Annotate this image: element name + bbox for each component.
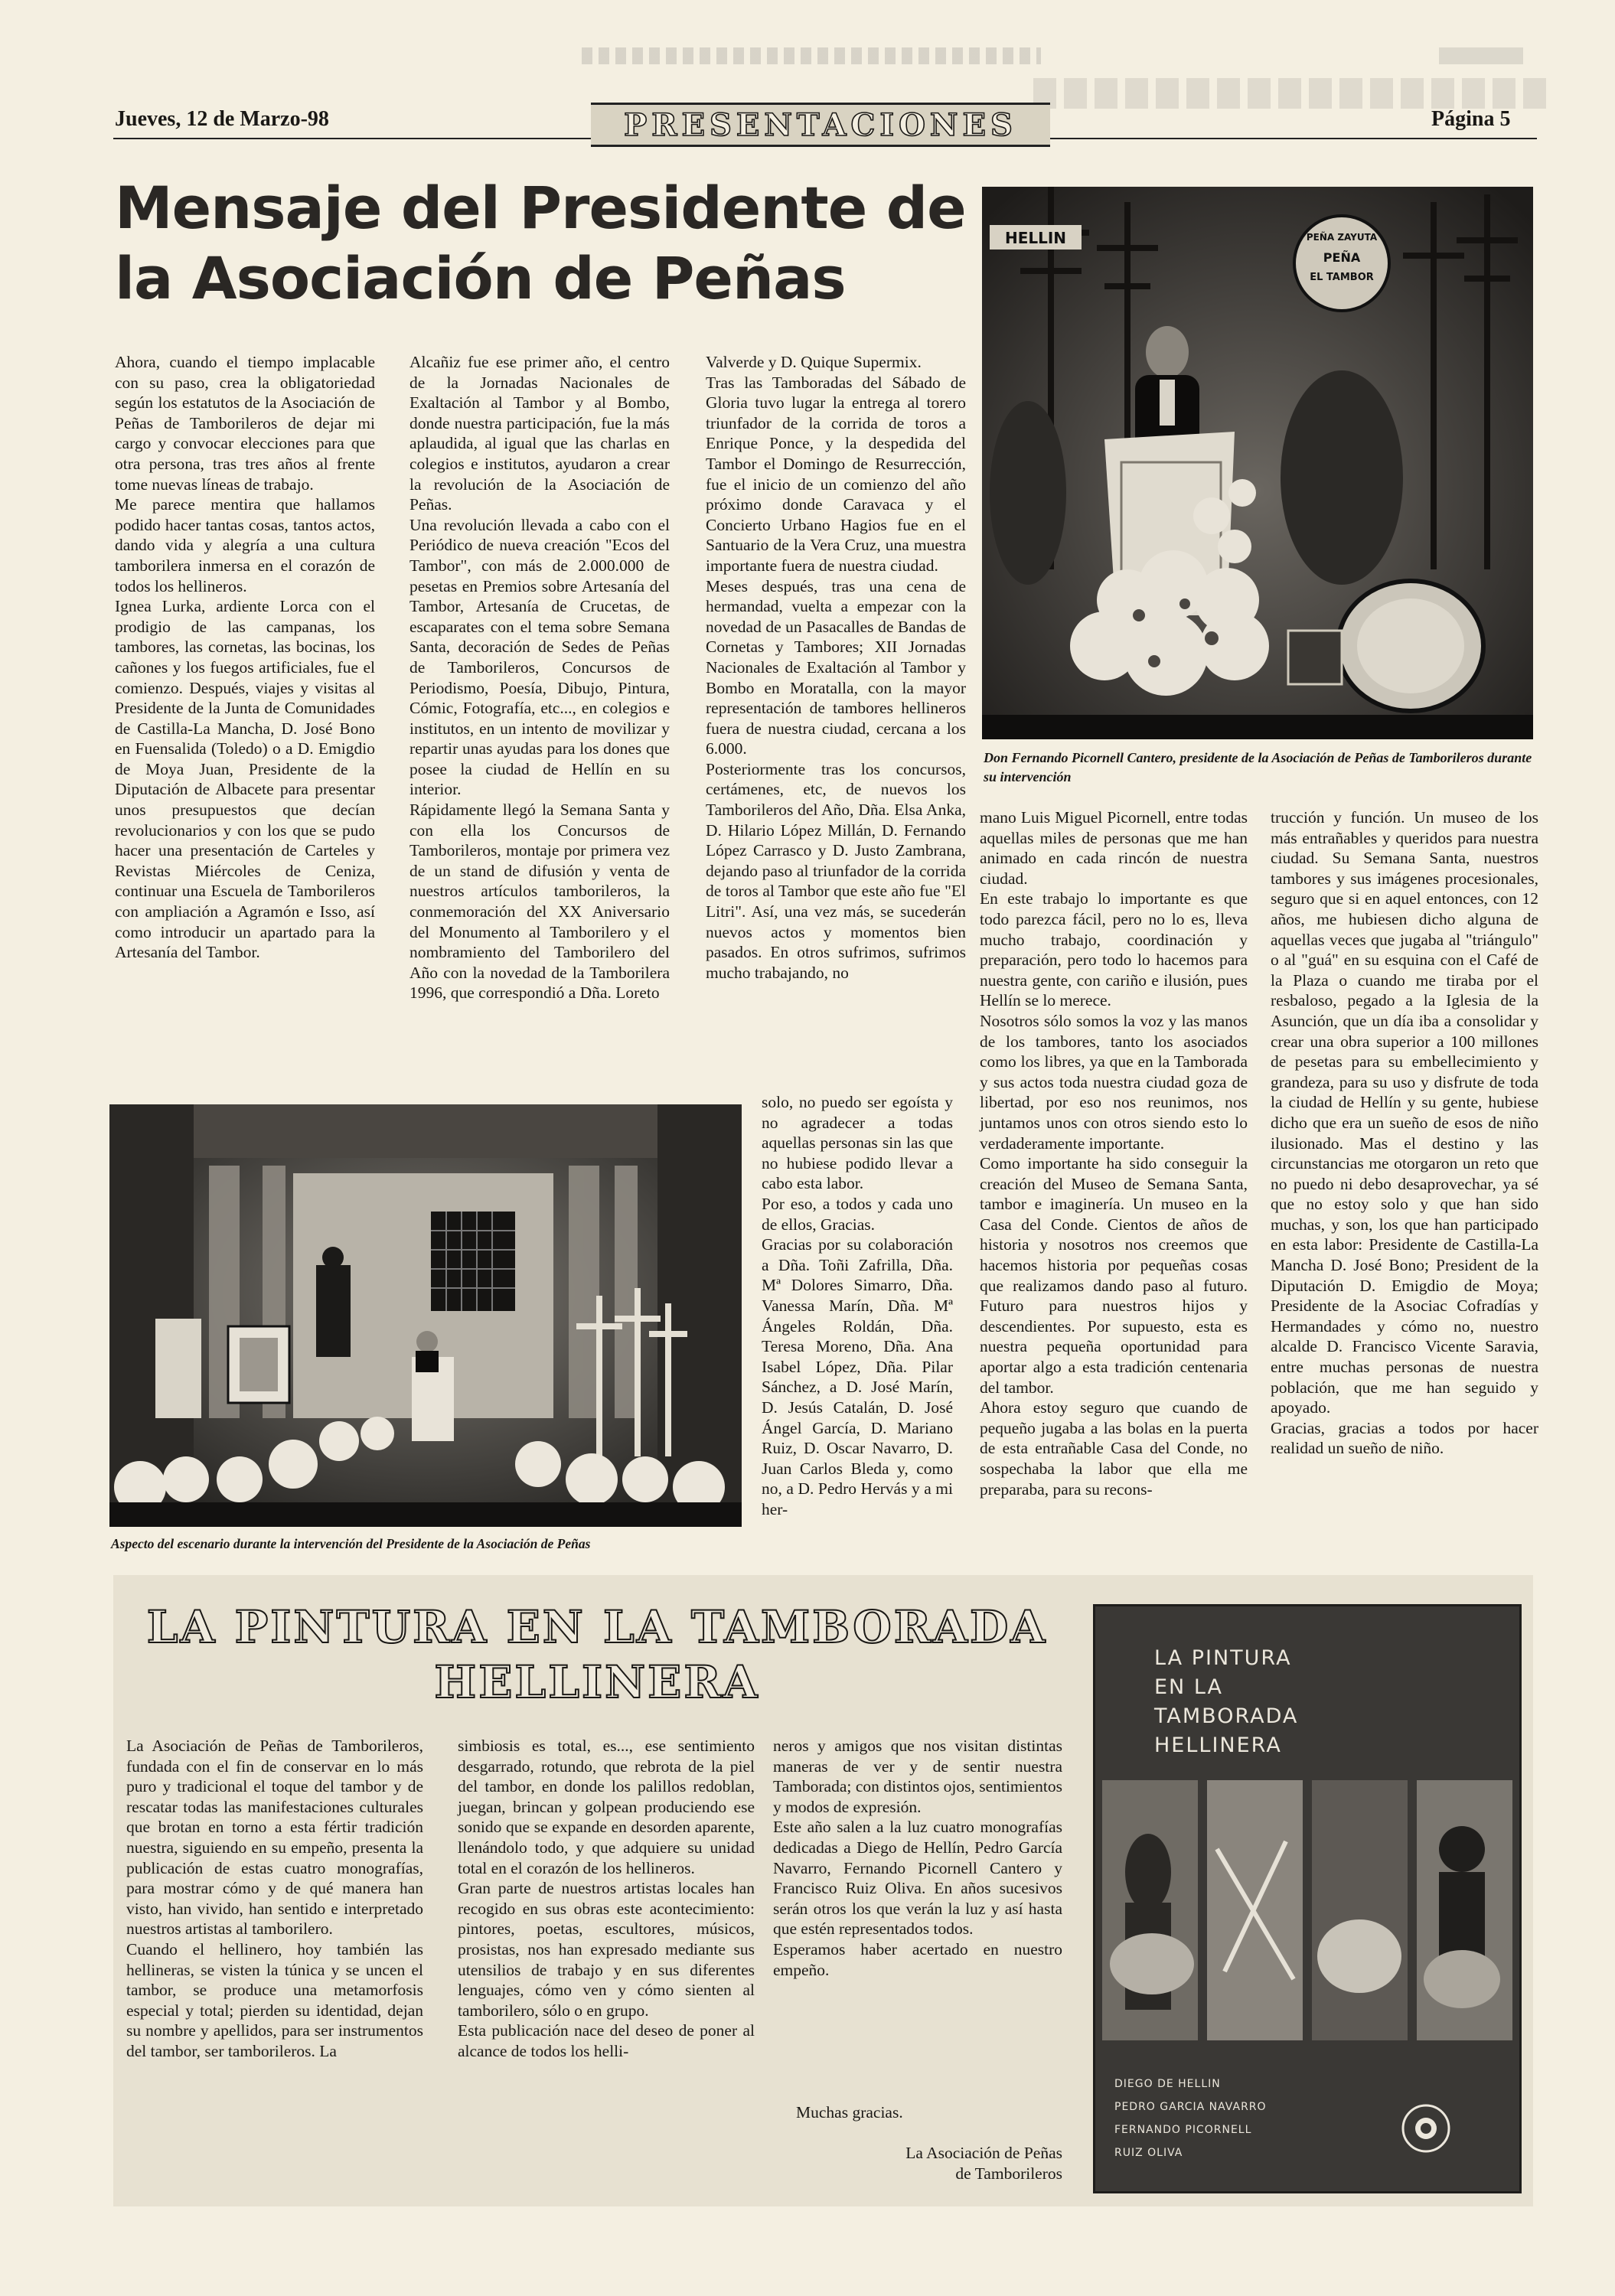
book-author-2: PEDRO GARCIA NAVARRO (1114, 2101, 1267, 2113)
book-title-line4: HELLINERA (1154, 1733, 1282, 1757)
box-column-2: simbiosis es total, es..., ese sentimiento desgarrado, rotundo, que rebrota de la piel del tambor, en donde los palillos redoblan, juegan, brincan y golpean produciendo ese sonido que se expande en desorden aparente, llenándolo todo, y que adquiere su unidad total en el corazón de los hellineros. Gran parte de nuestros artistas locales han recogido en sus obras este acontecimiento: pintores, poetas, escultores, músicos, prosistas, nos han expresado mediante sus utensilios de trabajo y en sus diferentes lenguajes, cómo ven y cómo sienten al tamborilero, sólo o en grupo. Esta publicación nace del deseo de poner al alcance de todos los helli- (458, 1737, 755, 2060)
bleed-through (1033, 78, 1554, 109)
book-authors (1114, 2073, 1267, 2164)
sign-pena: PEÑA (1323, 250, 1361, 265)
bleed-through (1439, 47, 1523, 64)
book-title-line2: EN LA (1154, 1675, 1223, 1699)
box-signature (773, 2143, 1062, 2183)
header-page: Página 5 (1431, 107, 1511, 131)
photo-stage-caption: Aspecto del escenario durante la intervención del Presidente de la Asociación de Peñas (111, 1536, 591, 1551)
sign-hellin: HELLIN (1004, 229, 1067, 247)
header-date: Jueves, 12 de Marzo-98 (115, 107, 329, 131)
box-title-line2: HELLINERA (434, 1656, 760, 1708)
sign-el-tambor: EL TAMBOR (1310, 272, 1374, 283)
box-signature-line1: La Asociación de Peñas (905, 2144, 1062, 2162)
book-title-line1: LA PINTURA (1154, 1646, 1292, 1670)
article-column-5: trucción y función. Un museo de los más entrañables y queridos para nuestra ciudad. Su Semana Santa, nuestros tambores y sus imágenes procesionales, seguro que si en aquel entonces, con 12 años, me hubiesen dicho alguna de aquellas veces que jugaba al "triángulo" o al "guá" en su esquina con el Café de la Plaza o cuando me tiraba por el resbaloso, pegado a la Iglesia de la Asunción, que un día iba a consolidar y crear una obra superior a 100 millones de pesetas para su embellecimiento y grandeza, para su uso y disfrute de toda la ciudad de Hellín y su gente, hubiese dicho que era un sueño de esos de niño ilusionado. Mas el destino y las circunstancias me otorgaron un reto que no puedo ni debo desaprovechar, ya sé que no estoy solo y que han sido muchas, y son, los que han participado en esta labor: Presidente de Castilla-La Mancha D. José Bono; President de la Diputación D. Emigdio de Moya; Presidente de la Asociac Cofradías y Hermandades y cómo no, nuestro alcalde D. Francisco Vicente Saravia, entre muchas personas de nuestra población, que me han seguido y apoyado. Gracias, gracias a todos por hacer realidad un sueño de niño. (1271, 808, 1538, 1458)
book-title-line3: TAMBORADA (1154, 1704, 1299, 1728)
bleed-through (582, 47, 1041, 64)
book-author-4: RUIZ OLIVA (1114, 2147, 1183, 2159)
article-column-2: Alcañiz fue ese primer año, el centro de la Jornadas Nacionales de Exaltación al Tambor y al Bombo, donde nuestra participación, fue la más aplaudida, al igual que las charlas en colegios e institutos, ayudaron a crear la revolución de la Asociación de Peñas. Una revolución llevada a cabo con el Periódico de nueva creación "Ecos del Tambor", con más de 2.000.000 de pesetas en Premios sobre Artesanía del Tambor, Artesanía de Crucetas, de escaparates con el tema sobre Semana Santa, decoración de Sedes de Peñas de Tamborileros, Concursos de Periodismo, Poesía, Dibujo, Pintura, Cómic, Fotografía, etc..., en colegios e institutos, en un intento de movilizar y repartir unas ayudas para los dones que posee la ciudad de Hellín en su interior. Rápidamente llegó la Semana Santa y con ella los Concursos de Tamborileros, montaje por primera vez de un stand de difusión y venta de nuestros artículos tamborileros, la conmemoración del XX Aniversario del Monumento al Tamborilero y el nombramiento del Tamborilero del Año con la novedad de la Tamborilera 1996, que correspondió a Dña. Loreto (409, 353, 670, 1003)
box-title (122, 1600, 1072, 1710)
book-author-3: FERNANDO PICORNELL (1114, 2124, 1252, 2136)
photo-president-speech (982, 187, 1533, 739)
sign-pena-zayuta: PEÑA ZAYUTA (1306, 232, 1378, 243)
box-column-1: La Asociación de Peñas de Tamborileros, fundada con el fin de conservar en lo más puro y tradicional el toque del tambor y de rescatar todas las manifestaciones culturales que brotan en torno a esta fértir tradición nuestra, siguiendo en su empeño, presenta la publicación de estas cuatro monografías, para mostrar cómo y de qué manera han visto, han vivido, han sentido e interpretado nuestros artistas al tamborilero. Cuando el hellinero, hoy también las hellineras, se visten la túnica y se uncen el tambor, se produce una metamorfosis especial y total; pierden su identidad, dejan su nombre y apellidos, para ser instrumentos del tambor, ser tamborileros. La (126, 1737, 423, 2060)
book-cover-artwork (1102, 1780, 1512, 2040)
article-title-line1: Mensaje del Presidente de (115, 174, 966, 242)
box-column-3: neros y amigos que nos visitan distintas maneras de ver y de sentir nuestra Tamborada; con distintos ojos, sentimientos y modos de expresión. Este año salen a la luz cuatro monografías dedicadas a Diego de Hellín, Pedro García Navarro, Fernando Picornell Cantero y Francisco Ruiz Oliva. En años sucesivos serán otros los que verán la luz y así hasta que estén representados todos. Esperamos haber acertado en nuestro empeño. (773, 1737, 1062, 1979)
box-closing: Muchas gracias. (796, 2103, 903, 2122)
section-label-text: PRESENTACIONES (624, 106, 1017, 143)
photo-president-speech-image (982, 187, 1533, 739)
photo-stage-image (109, 1104, 742, 1527)
section-label (591, 103, 1050, 147)
article-column-3: Valverde y D. Quique Supermix. Tras las Tamboradas del Sábado de Gloria tuvo lugar la entrega al torero triunfador de la corrida de toros a Enrique Ponce, y la despedida del Tambor el Domingo de Resurrección, fue el inicio de un comienzo del año próximo donde Caravaca y el Concierto Urbano Hagios fue en el Santuario de la Vera Cruz, una muestra importante fuera de nuestra ciudad. Meses después, tras una cena de hermandad, vuelta a empezar con la novedad de un Pasacalles de Bandas de Cornetas y Tambores; XII Jornadas Nacionales de Exaltación al Tambor y Bombo en Moratalla, con la mayor representación de tambores hellineros fuera de nuestra ciudad, cercana a los 6.000. Posteriormente tras los concursos, certámenes, etc, de nuevos los Tamborileros del Año, Dña. Elsa Anka, D. Hilario López Millán, D. Fernando López Carrasco y D. Justo Zambrana, dejando paso al triunfador de la corrida de toros al Tambor que este año fue "El Litri". Así, una vez más, se sucederán nuevos actos y momentos bien pasados. En otros sufrimos, sufrimos mucho trabajando, no (706, 353, 966, 982)
book-author-1: DIEGO DE HELLIN (1114, 2078, 1221, 2090)
article-title (115, 173, 995, 314)
photo-stage (109, 1104, 742, 1527)
box-title-line1: LA PINTURA EN LA TAMBORADA (146, 1601, 1048, 1653)
publisher-logo (1399, 2102, 1453, 2155)
box-signature-line2: de Tamborileros (955, 2164, 1062, 2183)
book-title (1154, 1644, 1298, 1760)
article-column-3-continued: solo, no puedo ser egoísta y no agradecer a todas aquellas personas sin las que no hubiese podido llevar a cabo esta labor. Por eso, a todos y cada uno de ellos, Gracias. Gracias por su colaboración a Dña. Toñi Zafrilla, Dña. Mª Dolores Simarro, Dña. Vanessa Marín, Dña. Mª Ángeles Roldán, Dña. Teresa Moreno, Dña. Ana Isabel López, Dña. Pilar Sánchez, a D. José Marín, D. Jesús Catalán, D. José Ángel García, D. Mariano Ruiz, D. Oscar Navarro, D. Juan Carlos Bleda y, como no, a D. Pedro Hervás y a mi her- (762, 1093, 953, 1518)
book-cover (1093, 1604, 1522, 2193)
article-title-line2: la Asociación de Peñas (115, 244, 846, 312)
article-column-4: mano Luis Miguel Picornell, entre todas aquellas miles de personas que me han animado en cada rincón de nuestra ciudad. En este trabajo lo importante es que todo parezca fácil, pero no lo es, lleva mucho trabajo, coordinación y preparación, pero todo lo hacemos para nuestra gente, con cariño e ilusión, pues Hellín se lo merece. Nosotros sólo somos la voz y las manos de los tambores, tanto los asociados como los libres, ya que en la Tamborada y sus actos toda nuestra ciudad goza de libertad, por eso nos reunimos, nos juntamos unos con otros siendo esto lo verdaderamente importante. Como importante ha sido conseguir la creación del Museo de Semana Santa, tambor e imaginería. Un museo en la Casa del Conde. Cientos de años de historia y nosotros nos creemos que hacemos historia por pequeñas cosas que realizamos dando paso al futuro. Futuro para nuestros hijos y descendientes. Por supuesto, esta es nuestra pequeña oportunidad para aportar algo a esta tradición centenaria del tambor. Ahora estoy seguro que cuando de pequeño jugaba a las bolas en la puerta de esta entrañable Casa del Conde, no sospechaba la labor que ella me preparaba, para su recons- (980, 808, 1248, 1499)
article-column-1: Ahora, cuando el tiempo implacable con su paso, crea la obligatoriedad según los estatutos de la Asociación de Peñas de Tamborileros de dejar mi cargo y convocar elecciones para que otra persona, tras tres años al frente tome nuevas líneas de trabajo. Me parece mentira que hallamos podido hacer tantas cosas, tantos actos, dando vida y alegría a una cultura tamborilera inmersa en el corazón de todos los hellineros. Ignea Lurka, ardiente Lorca con el prodigio de las campanas, los tambores, las cornetas, las bocinas, los cañones y los fuegos artificiales, fue el comienzo. Después, viajes y visitas al Presidente de la Junta de Comunidades de Castilla-La Mancha, D. José Bono en Fuensalida (Toledo) o a D. Emigdio de Moya Juan, Presidente de la Diputación de Albacete para presentar unos presupuestos que decían revolucionarios y con los que se pudo hacer una presentación de Carteles y Revistas Miércoles de Ceniza, continuar una Escuela de Tamborileros con ampliación a Agramón e Isso, así como introducir un apartado para la Artesanía del Tambor. (115, 353, 375, 962)
photo-president-caption: Don Fernando Picornell Cantero, presidente de la Asociación de Peñas de Tamborileros durante su intervención (984, 750, 1532, 784)
